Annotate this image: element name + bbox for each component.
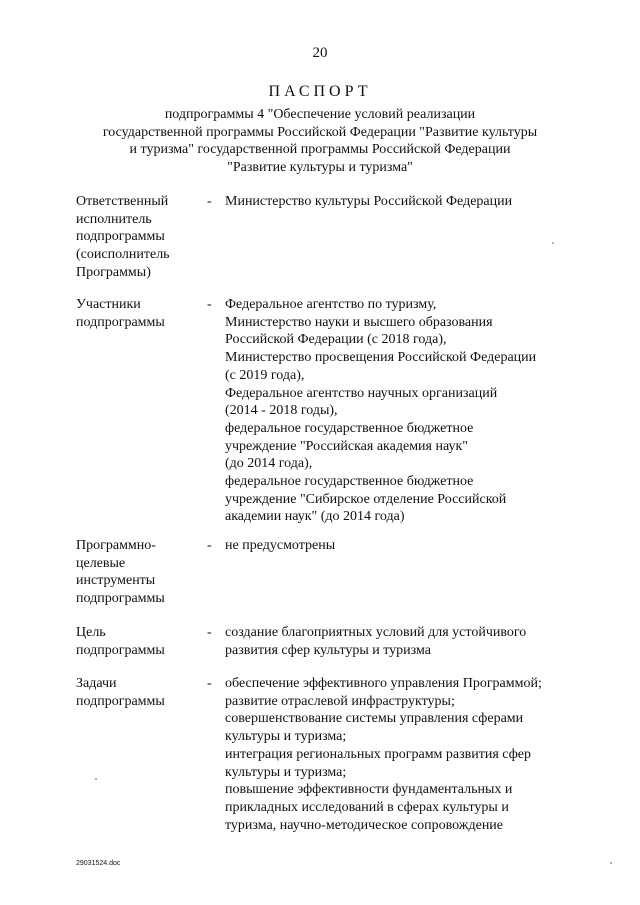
label-line: подпрограммы bbox=[76, 229, 165, 245]
content-line: развития сфер культуры и туризма bbox=[225, 642, 431, 658]
content-line: развитие отраслевой инфраструктуры; bbox=[225, 693, 455, 709]
label-line: подпрограммы bbox=[76, 591, 165, 607]
content-line: (с 2019 года), bbox=[225, 367, 305, 383]
label-line: Задачи bbox=[76, 676, 117, 691]
subtitle-line: и туризма" государственной программы Российской Федерации bbox=[129, 142, 511, 157]
row-content bbox=[225, 675, 600, 834]
row-label bbox=[76, 193, 196, 282]
content-line: интеграция региональных программ развития сфер bbox=[225, 746, 531, 762]
scan-speck bbox=[610, 862, 612, 864]
content-line: обеспечение эффективного управления Программой; bbox=[225, 676, 542, 691]
subtitle-line: государственной программы Российской Федерации "Развитие культуры bbox=[102, 124, 538, 140]
content-line: Федеральное агентство научных организаций bbox=[225, 385, 498, 401]
subtitle-line: "Развитие культуры и туризма" bbox=[227, 159, 413, 175]
label-line: Программы) bbox=[76, 264, 151, 280]
row-content bbox=[225, 537, 600, 555]
row-dash: - bbox=[207, 538, 212, 553]
row-label bbox=[76, 537, 196, 608]
label-line: Программно- bbox=[76, 538, 156, 553]
document-title: ПАСПОРТ bbox=[268, 83, 372, 100]
label-line: подпрограммы bbox=[76, 314, 165, 330]
footer-document-code: 29031524.doc bbox=[76, 860, 121, 867]
subtitle-line: подпрограммы 4 "Обеспечение условий реализации bbox=[164, 107, 476, 122]
label-line: инструменты bbox=[76, 573, 156, 589]
label-line: Цель bbox=[76, 625, 106, 640]
row-content bbox=[225, 624, 600, 659]
row-dash: - bbox=[207, 676, 212, 691]
row-label bbox=[76, 675, 196, 710]
label-line: Ответственный bbox=[76, 194, 169, 209]
content-line: туризма, научно-методическое сопровождение bbox=[225, 817, 504, 833]
content-line: академии наук" (до 2014 года) bbox=[225, 509, 405, 525]
content-line: федеральное государственное бюджетное bbox=[225, 420, 474, 436]
content-line: не предусмотрены bbox=[225, 538, 336, 553]
label-line: Участники bbox=[76, 297, 141, 312]
label-line: (соисполнитель bbox=[76, 247, 170, 263]
row-dash: - bbox=[207, 194, 212, 209]
content-line: Министерство науки и высшего образования bbox=[225, 314, 493, 330]
content-line: (до 2014 года), bbox=[225, 456, 313, 472]
row-content bbox=[225, 296, 600, 526]
content-line: создание благоприятных условий для устойчивого bbox=[225, 625, 527, 640]
content-line: повышение эффективности фундаментальных и bbox=[225, 782, 513, 798]
label-line: целевые bbox=[76, 555, 126, 571]
row-dash: - bbox=[207, 625, 212, 640]
content-line: Федеральное агентство по туризму, bbox=[225, 297, 437, 312]
row-dash: - bbox=[207, 297, 212, 312]
content-line: прикладных исследований в сферах культуры и bbox=[225, 799, 509, 815]
document-subtitle bbox=[70, 106, 570, 176]
scan-speck bbox=[552, 242, 554, 244]
row-label bbox=[76, 624, 196, 659]
page-number: 20 bbox=[312, 45, 328, 61]
label-line: подпрограммы bbox=[76, 642, 165, 658]
content-line: культуры и туризма; bbox=[225, 729, 347, 745]
content-line: Министерство культуры Российской Федерации bbox=[225, 194, 513, 209]
content-line: федеральное государственное бюджетное bbox=[225, 474, 474, 490]
content-line: культуры и туризма; bbox=[225, 764, 347, 780]
row-content bbox=[225, 193, 600, 211]
content-line: учреждение "Российская академия наук" bbox=[225, 438, 468, 454]
row-label bbox=[76, 296, 196, 331]
label-line: исполнитель bbox=[76, 211, 152, 227]
content-line: Министерство просвещения Российской Федерации bbox=[225, 350, 537, 366]
content-line: совершенствование системы управления сферами bbox=[225, 711, 524, 727]
content-line: Российской Федерации (с 2018 года), bbox=[225, 332, 447, 348]
scan-speck bbox=[95, 778, 97, 780]
content-line: (2014 - 2018 годы), bbox=[225, 403, 338, 419]
label-line: подпрограммы bbox=[76, 693, 165, 709]
content-line: учреждение "Сибирское отделение Российской bbox=[225, 491, 507, 507]
